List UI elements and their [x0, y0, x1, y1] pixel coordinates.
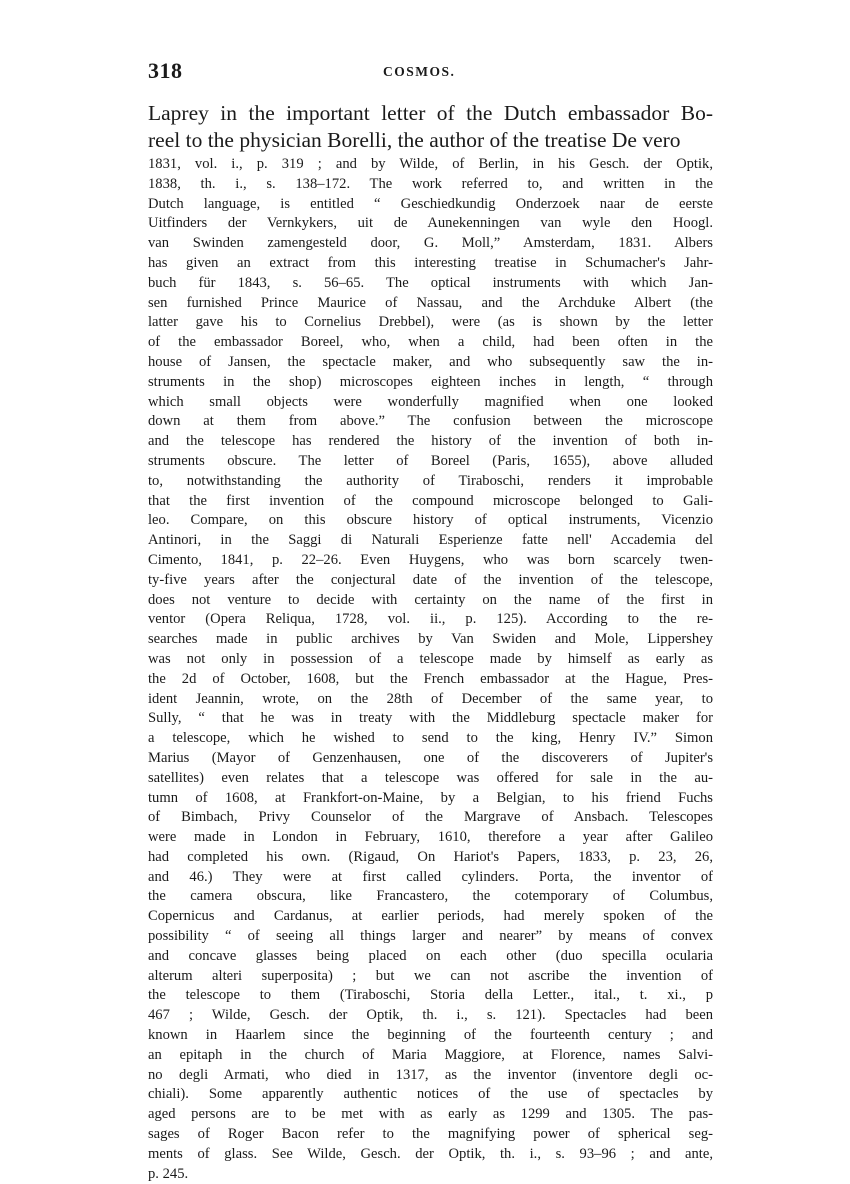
footnote-line: down at them from above.” The confusion between the microscope [148, 413, 713, 430]
footnote-line: has given an extract from this interesting treatise in Schumacher's Jahr- [148, 254, 713, 271]
footnote-line: and the telescope has rendered the history of the invention of both in- [148, 433, 713, 450]
main-text-line: Laprey in the important letter of the Dutch embassador Bo- [148, 101, 713, 125]
footnote-line: Dutch language, is entitled “ Geschiedkundig Onderzoek naar de eerste [148, 195, 713, 212]
footnote-line: ty-five years after the conjectural date of the invention of the telescope, [148, 571, 713, 588]
footnote-line: Copernicus and Cardanus, at earlier periods, had merely spoken of the [148, 908, 713, 925]
footnote-line: which small objects were wonderfully magnified when one looked [148, 393, 713, 410]
footnote-line: tumn of 1608, at Frankfort-on-Maine, by a Belgian, to his friend Fuchs [148, 789, 713, 806]
footnote-line: ventor (Opera Reliqua, 1728, vol. ii., p. 125). According to the re- [148, 611, 713, 628]
footnote-line: leo. Compare, on this obscure history of optical instruments, Vicenzio [148, 512, 713, 529]
footnote-line: buch für 1843, s. 56–65. The optical instruments with which Jan- [148, 274, 713, 291]
footnote-line: 467 ; Wilde, Gesch. der Optik, th. i., s. 121). Spectacles had been [148, 1007, 713, 1024]
footnote-line: the camera obscura, like Francastero, the cotemporary of Columbus, [148, 888, 713, 905]
footnote-line: the telescope to them (Tiraboschi, Storia della Letter., ital., t. xi., p [148, 987, 713, 1004]
footnote-line: Antinori, in the Saggi di Naturali Esperienze fatte nell' Accademia del [148, 532, 713, 549]
footnote-line: and concave glasses being placed on each other (duo specilla ocularia [148, 947, 713, 964]
footnote-line: sen furnished Prince Maurice of Nassau, and the Archduke Albert (the [148, 294, 713, 311]
footnote-line: an epitaph in the church of Maria Maggiore, at Florence, names Salvi- [148, 1046, 713, 1063]
footnote-line: possibility “ of seeing all things larger and nearer” by means of convex [148, 928, 713, 945]
footnote-line: the 2d of October, 1608, but the French embassador at the Hague, Pres- [148, 670, 713, 687]
page-number: 318 [148, 58, 183, 83]
footnote-line: p. 245. [148, 1165, 189, 1182]
footnote-line: to, notwithstanding the authority of Tiraboschi, renders it improbable [148, 472, 713, 489]
footnote-line: that the first invention of the compound microscope belonged to Gali- [148, 492, 713, 509]
footnote-line: chiali). Some apparently authentic notices of the use of spectacles by [148, 1086, 713, 1103]
footnote-line: struments obscure. The letter of Boreel (Paris, 1655), above alluded [148, 452, 713, 469]
footnote-line: ident Jeannin, wrote, on the 28th of December of the same year, to [148, 690, 713, 707]
footnote-line: struments in the shop) microscopes eighteen inches in length, “ through [148, 373, 713, 390]
footnote-line: Marius (Mayor of Genzenhausen, one of the discoverers of Jupiter's [148, 749, 713, 766]
footnote-line: and 46.) They were at first called cylinders. Porta, the inventor of [148, 868, 713, 885]
footnote-text [148, 155, 713, 1184]
footnote-line: of Bimbach, Privy Counselor of the Margrave of Ansbach. Telescopes [148, 809, 713, 826]
footnote-line: Uitfinders der Vernkykers, uit de Aunekenningen van wyle den Hoogl. [148, 215, 713, 232]
footnote-line: sages of Roger Bacon refer to the magnifying power of spherical seg- [148, 1126, 713, 1143]
footnote-line: van Swinden zamengesteld door, G. Moll,” Amsterdam, 1831. Albers [148, 235, 713, 252]
running-title: COSMOS. [383, 64, 456, 79]
footnote-line: 1838, th. i., s. 138–172. The work referred to, and written in the [148, 175, 713, 192]
footnote-line: satellites) even relates that a telescope was offered for sale in the au- [148, 769, 713, 786]
footnote-line: a telescope, which he wished to send to the king, Henry IV.” Simon [148, 730, 713, 747]
footnote-line: searches made in public archives by Van Swiden and Mole, Lippershey [148, 631, 713, 648]
footnote-line: no degli Armati, who died in 1317, as the inventor (inventore degli oc- [148, 1066, 713, 1083]
footnote-line: Sully, “ that he was in treaty with the Middleburg spectacle maker for [148, 710, 713, 727]
footnote-line: of the embassador Boreel, who, when a child, had been often in the [148, 334, 713, 351]
footnote-line: ments of glass. See Wilde, Gesch. der Optik, th. i., s. 93–96 ; and ante, [148, 1145, 713, 1162]
footnote-line: Cimento, 1841, p. 22–26. Even Huygens, who was born scarcely twen- [148, 551, 713, 568]
footnote-line: latter gave his to Cornelius Drebbel), were (as is shown by the letter [148, 314, 713, 331]
main-text [148, 100, 713, 154]
footnote-line: aged persons are to be met with as early as 1299 and 1305. The pas- [148, 1106, 713, 1123]
footnote-line: was not only in possession of a telescope made by himself as early as [148, 650, 713, 667]
footnote-line: alterum alteri superposita) ; but we can not ascribe the invention of [148, 967, 713, 984]
page-header [148, 58, 713, 88]
footnote-line: were made in London in February, 1610, therefore a year after Galileo [148, 829, 713, 846]
footnote-line: 1831, vol. i., p. 319 ; and by Wilde, of Berlin, in his Gesch. der Optik, [148, 156, 713, 172]
footnote-line: house of Jansen, the spectacle maker, and who subsequently saw the in- [148, 353, 713, 370]
footnote-line: had completed his own. (Rigaud, On Hariot's Papers, 1833, p. 23, 26, [148, 848, 713, 865]
footnote-line: known in Haarlem since the beginning of the fourteenth century ; and [148, 1027, 713, 1044]
footnote-line: does not venture to decide with certainty on the name of the first in [148, 591, 713, 608]
main-text-line: reel to the physician Borelli, the author of the treatise De vero [148, 128, 681, 152]
